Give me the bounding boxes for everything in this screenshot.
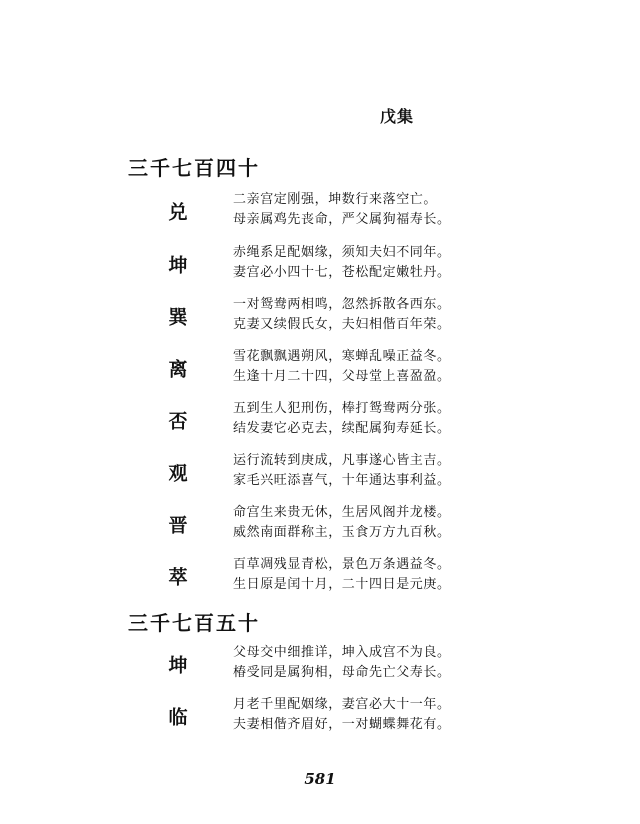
verse-line: 结发妻它必克去，续配属狗寿延长。 [233, 421, 451, 436]
gua-name: 坤 [168, 654, 188, 677]
verse [233, 399, 451, 439]
entry [160, 190, 480, 232]
running-header: 戊集 [380, 107, 415, 126]
verse-line: 生逢十月二十四，父母堂上喜盈盈。 [233, 369, 451, 384]
verse-line: 母亲属鸡先丧命，严父属狗福寿长。 [233, 212, 451, 227]
entry [160, 243, 480, 285]
gua-name: 观 [168, 462, 188, 485]
entry [160, 695, 480, 737]
gua-name: 坤 [168, 254, 188, 277]
verse [233, 243, 451, 283]
verse [233, 695, 451, 735]
verse-line: 百草凋残显青松，景色万条遇益冬。 [233, 557, 451, 572]
verse-line: 赤绳系足配姻缘，须知夫妇不同年。 [233, 245, 451, 260]
gua-name: 离 [168, 358, 188, 381]
gua-name: 兑 [168, 201, 188, 224]
verse-line: 月老千里配姻缘，妻宫必大十一年。 [233, 697, 451, 712]
verse-line: 妻宫必小四十七，苍松配定嫩牡丹。 [233, 265, 451, 280]
verse [233, 451, 451, 491]
verse [233, 503, 451, 543]
verse-line: 家毛兴旺添喜气，十年通达事利益。 [233, 473, 451, 488]
verse-line: 一对鸳鸯两相鸣，忽然拆散各西东。 [233, 297, 451, 312]
verse [233, 190, 451, 230]
verse-line: 父母交中细推详，坤入成宫不为良。 [233, 645, 451, 660]
entry [160, 643, 480, 685]
entry [160, 295, 480, 337]
verse-line: 威然南面群称主，玉食万方九百秋。 [233, 525, 451, 540]
verse-line: 五到生人犯刑伤，棒打鸳鸯两分张。 [233, 401, 451, 416]
verse-line: 椿受同是属狗相，母命先亡父寿长。 [233, 665, 451, 680]
verse [233, 643, 451, 683]
section-title: 三千七百四十 [128, 156, 260, 180]
gua-name: 巽 [168, 306, 188, 329]
verse [233, 295, 451, 335]
verse-line: 夫妻相偕齐眉好，一对蝴蝶舞花有。 [233, 717, 451, 732]
entry [160, 399, 480, 441]
verse-line: 二亲宫定刚强，坤数行来落空亡。 [233, 192, 438, 207]
verse-line: 运行流转到庚成，凡事遂心皆主吉。 [233, 453, 451, 468]
verse-line: 克妻又续假氏女，夫妇相偕百年荣。 [233, 317, 451, 332]
entry [160, 451, 480, 493]
gua-name: 否 [168, 410, 188, 433]
gua-name: 晋 [168, 514, 188, 537]
verse-line: 雪花飘飘遇朔风，寒蝉乱噪正益冬。 [233, 349, 451, 364]
page-number: 581 [304, 770, 336, 788]
entry [160, 347, 480, 389]
section-title: 三千七百五十 [128, 611, 260, 635]
entry [160, 555, 480, 597]
verse [233, 555, 451, 595]
entry [160, 503, 480, 545]
verse-line: 命宫生来贵无休，生居风阁并龙楼。 [233, 505, 451, 520]
gua-name: 临 [168, 706, 188, 729]
verse-line: 生日原是闰十月，二十四日是元庚。 [233, 577, 451, 592]
gua-name: 萃 [168, 566, 188, 589]
verse [233, 347, 451, 387]
